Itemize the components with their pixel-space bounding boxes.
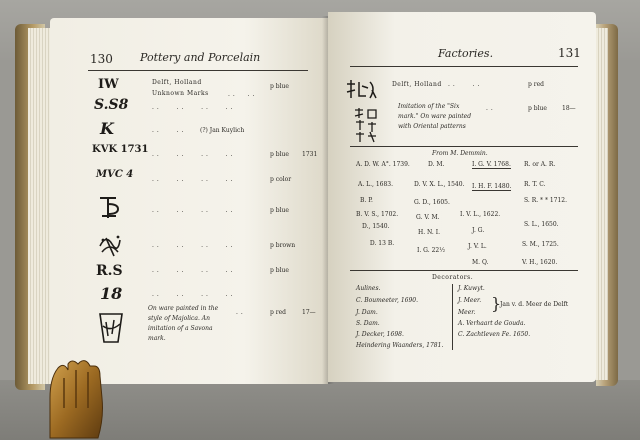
left-note-kuylich: (?) Jan Kuylich bbox=[200, 127, 245, 134]
demmin-r7c3: M. Q. bbox=[472, 259, 489, 266]
demmin-r2c4: R. T. C. bbox=[524, 181, 546, 188]
right-page-number: 131 bbox=[558, 46, 581, 60]
left-running-head: Pottery and Porcelain bbox=[140, 51, 261, 64]
left-dots-row8: .. .. .. .. bbox=[152, 242, 236, 249]
right-running-head: Factories. bbox=[438, 47, 494, 60]
mark-pf-monogram bbox=[96, 194, 124, 222]
imitation-note-line1: Imitation of the "Six bbox=[398, 103, 460, 110]
from-demmin-title: From M. Demmin. bbox=[432, 150, 488, 157]
left-dots-row3: .. .. .. .. bbox=[152, 104, 236, 111]
left-dots-row6: .. .. .. .. bbox=[152, 176, 236, 183]
right-lower-rule bbox=[350, 270, 578, 271]
left-page-number: 130 bbox=[90, 52, 113, 66]
mark-kvk-text: KVK 1731 bbox=[92, 144, 149, 155]
left-date-savona: 17— bbox=[302, 309, 316, 316]
mark-mvc: MVC 4 bbox=[96, 169, 134, 180]
imitation-note-line2: mark." On ware painted bbox=[398, 113, 472, 120]
savona-note-line2: style of Majolica. An bbox=[148, 315, 210, 322]
left-colour-savona: p red bbox=[270, 309, 287, 316]
mark-ss8: S.S8 bbox=[94, 97, 129, 113]
demmin-r1c4: R. or A. R. bbox=[524, 161, 556, 168]
left-colour-row9: p blue bbox=[270, 267, 289, 274]
demmin-r6c2: I. G. 22½ bbox=[416, 247, 446, 254]
meer-brace: } bbox=[491, 294, 502, 313]
left-colour-row1: p blue bbox=[270, 83, 289, 90]
decorator-right-4: A. Verhaart de Gouda. bbox=[458, 320, 526, 327]
demmin-r5c3: J. G. bbox=[472, 227, 485, 234]
mark-18: 18 bbox=[100, 284, 123, 303]
imitation-colour: p blue bbox=[528, 105, 547, 112]
right-dots-imitation: .. bbox=[486, 105, 496, 112]
demmin-r5c4: S. M., 1725. bbox=[522, 241, 559, 248]
meer-note: Jan v. d. Meer de Delft bbox=[500, 301, 569, 308]
demmin-r6c3: J. V. L. bbox=[468, 243, 487, 250]
mark-flourish-monogram bbox=[96, 232, 124, 258]
decorator-left-4: S. Dam. bbox=[356, 320, 380, 327]
right-mid-rule bbox=[350, 146, 578, 147]
demmin-r4c4: S. L., 1650. bbox=[524, 221, 559, 228]
mark-oriental-six-characters bbox=[352, 106, 380, 144]
decorator-left-1: Aulines. bbox=[356, 285, 381, 292]
imitation-note-line3: with Oriental patterns bbox=[398, 123, 466, 130]
left-dots-row10: .. .. .. .. bbox=[152, 291, 236, 298]
right-dots-row1: .. .. bbox=[448, 81, 483, 88]
mark-savona-vase bbox=[94, 308, 128, 346]
savona-note-line4: mark. bbox=[148, 335, 166, 342]
left-colour-row8: p brown bbox=[270, 242, 296, 249]
left-date-row5: 1731 bbox=[302, 151, 318, 158]
left-colour-row5: p blue bbox=[270, 151, 289, 158]
mark-rs: R.S bbox=[96, 263, 123, 279]
left-colour-row7: p blue bbox=[270, 207, 289, 214]
demmin-r3c2: G. D., 1605. bbox=[414, 199, 450, 206]
demmin-r1c2: D. M. bbox=[428, 161, 445, 168]
demmin-r6c4: V. H., 1620. bbox=[522, 259, 558, 266]
demmin-r2c1: A. L., 1683. bbox=[358, 181, 394, 188]
demmin-r1c1: A. D. W. A°. 1739. bbox=[356, 161, 410, 168]
imitation-date: 18— bbox=[562, 105, 576, 112]
demmin-r2c2: D. V. X. L., 1540. bbox=[414, 181, 465, 188]
decorator-left-5: J. Decker, 1698. bbox=[356, 331, 404, 338]
demmin-r1c3: I. G. V. 1768. bbox=[472, 161, 511, 168]
left-dots-savona: .. bbox=[236, 309, 246, 316]
decorator-right-3: Meer. bbox=[458, 309, 476, 316]
decorator-right-1: J. Kuwyt. bbox=[458, 285, 485, 292]
decorator-left-6: Heindering Waanders, 1781. bbox=[356, 342, 444, 349]
demmin-r6c1: D. 13 B. bbox=[369, 240, 395, 247]
decorator-right-5: C. Zachtleven Fe. 1650. bbox=[458, 331, 531, 338]
decorator-left-2: C. Boumeeter, 1690. bbox=[356, 297, 419, 304]
mark-kvk bbox=[92, 145, 148, 155]
left-colour-row6: p color bbox=[270, 176, 292, 183]
left-unknown-marks: Unknown Marks bbox=[152, 90, 209, 97]
decorators-divider bbox=[452, 284, 453, 350]
brass-hand-bookend bbox=[38, 358, 120, 440]
left-factory-delft: Delft, Holland bbox=[152, 79, 202, 86]
left-header-rule bbox=[88, 70, 308, 71]
mark-oriental-top bbox=[344, 78, 378, 102]
demmin-r3c4: S. R. * * 1712. bbox=[524, 197, 568, 204]
demmin-r2c3: I. H. F. 1480. bbox=[472, 183, 512, 190]
left-dots-row2: .. .. bbox=[228, 91, 258, 98]
savona-note-line1: On ware painted in the bbox=[148, 305, 219, 312]
mark-iw: IW bbox=[98, 77, 119, 92]
left-dots-row4: .. .. bbox=[152, 127, 187, 134]
demmin-r5c1: D., 1540. bbox=[362, 223, 390, 230]
left-dots-row5: .. .. .. .. bbox=[152, 151, 236, 158]
right-header-rule bbox=[350, 66, 578, 67]
left-dots-row7: .. .. .. .. bbox=[152, 207, 236, 214]
demmin-r4c2: G. V. M. bbox=[416, 214, 440, 221]
right-factory-delft: Delft, Holland bbox=[392, 81, 442, 88]
demmin-r4c1: B. V. S., 1702. bbox=[356, 211, 399, 218]
demmin-r3c1: B. P. bbox=[360, 197, 373, 204]
decorator-right-2: J. Meer. bbox=[458, 297, 482, 304]
demmin-r4c3: I. V. L., 1622. bbox=[460, 211, 501, 218]
decorators-title: Decorators. bbox=[432, 274, 474, 281]
right-colour-row1: p red bbox=[528, 81, 545, 88]
left-dots-row9: .. .. .. .. bbox=[152, 267, 236, 274]
demmin-r5c2: H. N. I. bbox=[418, 229, 441, 236]
decorator-left-3: J. Dam. bbox=[356, 309, 378, 316]
mark-k: K bbox=[100, 119, 114, 138]
savona-note-line3: imitation of a Savona bbox=[148, 325, 213, 332]
